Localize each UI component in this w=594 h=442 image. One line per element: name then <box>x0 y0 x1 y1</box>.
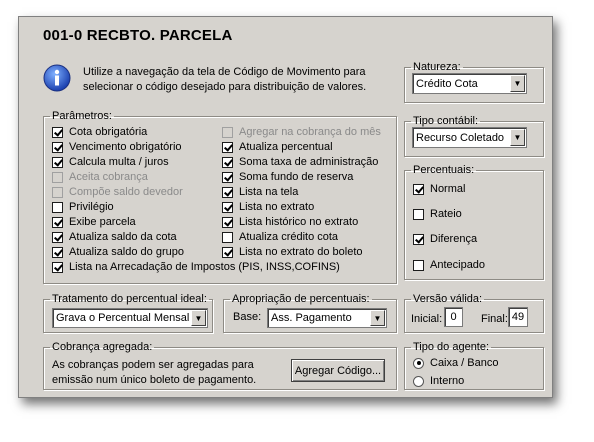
final-input[interactable]: 49 <box>508 307 528 327</box>
apropriacao-legend: Apropriação de percentuais: <box>232 293 370 305</box>
checkbox-box[interactable] <box>222 232 233 243</box>
dialog-panel <box>18 16 553 398</box>
exibe-parcela-checkbox[interactable] <box>52 216 136 228</box>
checkbox-box[interactable] <box>52 127 63 138</box>
aceita-cobranca-checkbox <box>52 171 148 183</box>
vencimento-obrigatorio-checkbox[interactable] <box>52 141 182 153</box>
checkbox-label: Rateio <box>430 208 462 220</box>
percentuais-legend: Percentuais: <box>413 164 475 176</box>
cobranca-legend: Cobrança agregada: <box>52 341 153 353</box>
checkbox-box[interactable] <box>52 232 63 243</box>
checkbox-label: Lista no extrato do boleto <box>239 246 363 258</box>
checkbox-box[interactable] <box>413 209 424 220</box>
checkbox-box <box>222 127 233 138</box>
checkbox-label: Soma taxa de administração <box>239 156 379 168</box>
caixa-banco-radio[interactable] <box>413 357 498 369</box>
checkbox-label: Normal <box>430 183 466 195</box>
lista-extrato-checkbox[interactable] <box>222 201 314 213</box>
checkbox-label: Compõe saldo devedor <box>69 186 183 198</box>
checkbox-box[interactable] <box>413 260 424 271</box>
privilegio-checkbox[interactable] <box>52 201 114 213</box>
checkbox-box[interactable] <box>222 157 233 168</box>
info-text-line2: selecionar o código desejado para distribuição de valores. <box>83 81 367 93</box>
inicial-label: Inicial: <box>411 313 443 325</box>
checkbox-box <box>52 172 63 183</box>
checkbox-label: Antecipado <box>430 259 486 271</box>
checkbox-label: Lista na Arrecadação de Impostos (PIS, INSS,COFINS) <box>69 261 340 273</box>
radio-circle[interactable] <box>413 358 424 369</box>
atualiza-credito-checkbox[interactable] <box>222 231 338 243</box>
percentual-normal-checkbox[interactable] <box>413 183 465 195</box>
checkbox-box[interactable] <box>222 187 233 198</box>
checkbox-label: Lista na tela <box>239 186 299 198</box>
checkbox-box <box>52 187 63 198</box>
checkbox-label: Exibe parcela <box>69 216 136 228</box>
checkbox-box[interactable] <box>222 247 233 258</box>
natureza-legend: Natureza: <box>413 61 461 73</box>
inicial-input[interactable]: 0 <box>444 307 463 327</box>
cobranca-text-line2: emissão num único boleto de pagamento. <box>52 374 257 386</box>
tratamento-value: Grava o Percentual Mensal <box>56 312 190 324</box>
natureza-select[interactable] <box>412 73 527 94</box>
interno-radio[interactable] <box>413 375 464 387</box>
parametros-legend: Parâmetros: <box>52 110 112 122</box>
checkbox-label: Aceita cobrança <box>69 171 148 183</box>
percentual-rateio-checkbox[interactable] <box>413 208 462 220</box>
checkbox-label: Agregar na cobrança do mês <box>239 126 381 138</box>
agregar-cobranca-checkbox <box>222 126 381 138</box>
apropriacao-value: Ass. Pagamento <box>271 312 352 324</box>
checkbox-box[interactable] <box>52 247 63 258</box>
tipo-contabil-value: Recurso Coletado <box>416 131 505 144</box>
atualiza-saldo-cota-checkbox[interactable] <box>52 231 177 243</box>
dialog-title: 001-0 RECBTO. PARCELA <box>43 27 233 44</box>
checkbox-label: Atualiza percentual <box>239 141 333 153</box>
tipo-contabil-legend: Tipo contábil: <box>413 115 479 127</box>
checkbox-box[interactable] <box>222 217 233 228</box>
natureza-value: Crédito Cota <box>416 77 478 90</box>
checkbox-label: Lista histórico no extrato <box>239 216 359 228</box>
checkbox-box[interactable] <box>222 142 233 153</box>
agregar-codigo-button[interactable]: Agregar Código... <box>291 359 385 382</box>
calcula-multa-checkbox[interactable] <box>52 156 169 168</box>
cobranca-text <box>52 358 256 388</box>
checkbox-box[interactable] <box>413 234 424 245</box>
checkbox-label: Atualiza crédito cota <box>239 231 339 243</box>
cota-obrigatoria-checkbox[interactable] <box>52 126 147 138</box>
info-text-line1: Utilize a navegação da tela de Código de Movimento para <box>83 66 366 78</box>
final-label: Final: <box>481 313 508 325</box>
checkbox-box[interactable] <box>52 142 63 153</box>
chevron-down-icon[interactable]: ▼ <box>191 310 206 326</box>
checkbox-label: Soma fundo de reserva <box>239 171 354 183</box>
versao-legend: Versão válida: <box>413 293 483 305</box>
base-label: Base: <box>233 311 262 323</box>
info-icon <box>43 64 71 92</box>
chevron-down-icon[interactable]: ▼ <box>370 310 385 326</box>
lista-tela-checkbox[interactable] <box>222 186 298 198</box>
checkbox-label: Diferença <box>430 233 478 245</box>
radio-label: Caixa / Banco <box>430 357 499 369</box>
checkbox-label: Vencimento obrigatório <box>69 141 182 153</box>
tipo-agente-legend: Tipo do agente: <box>413 341 490 353</box>
checkbox-box[interactable] <box>52 262 63 273</box>
checkbox-label: Lista no extrato <box>239 201 315 213</box>
apropriacao-select[interactable] <box>267 308 387 328</box>
checkbox-label: Calcula multa / juros <box>69 156 169 168</box>
cobranca-text-line1: As cobranças podem ser agregadas para <box>52 359 254 371</box>
lista-arrecadacao-checkbox[interactable] <box>52 261 340 273</box>
checkbox-box[interactable] <box>52 217 63 228</box>
checkbox-label: Atualiza saldo do grupo <box>69 246 184 258</box>
atualiza-saldo-grupo-checkbox[interactable] <box>52 246 184 258</box>
checkbox-label: Privilégio <box>69 201 114 213</box>
compoe-saldo-checkbox <box>52 186 183 198</box>
checkbox-box[interactable] <box>413 184 424 195</box>
tratamento-legend: Tratamento do percentual ideal: <box>52 293 207 305</box>
lista-extrato-boleto-checkbox[interactable] <box>222 246 363 258</box>
chevron-down-icon[interactable]: ▼ <box>510 129 525 146</box>
soma-taxa-checkbox[interactable] <box>222 156 378 168</box>
radio-circle[interactable] <box>413 376 424 387</box>
atualiza-percentual-checkbox[interactable] <box>222 141 333 153</box>
percentual-diferenca-checkbox[interactable] <box>413 233 477 245</box>
info-text <box>83 65 393 95</box>
percentual-antecipado-checkbox[interactable] <box>413 259 485 271</box>
checkbox-box[interactable] <box>52 202 63 213</box>
radio-label: Interno <box>430 375 465 387</box>
checkbox-box[interactable] <box>222 202 233 213</box>
tipo-contabil-select[interactable] <box>412 127 527 148</box>
checkbox-label: Atualiza saldo da cota <box>69 231 177 243</box>
soma-fundo-checkbox[interactable] <box>222 171 353 183</box>
checkbox-label: Cota obrigatória <box>69 126 148 138</box>
checkbox-box[interactable] <box>222 172 233 183</box>
chevron-down-icon[interactable]: ▼ <box>510 75 525 92</box>
tratamento-select[interactable] <box>52 308 208 328</box>
checkbox-box[interactable] <box>52 157 63 168</box>
lista-historico-checkbox[interactable] <box>222 216 358 228</box>
